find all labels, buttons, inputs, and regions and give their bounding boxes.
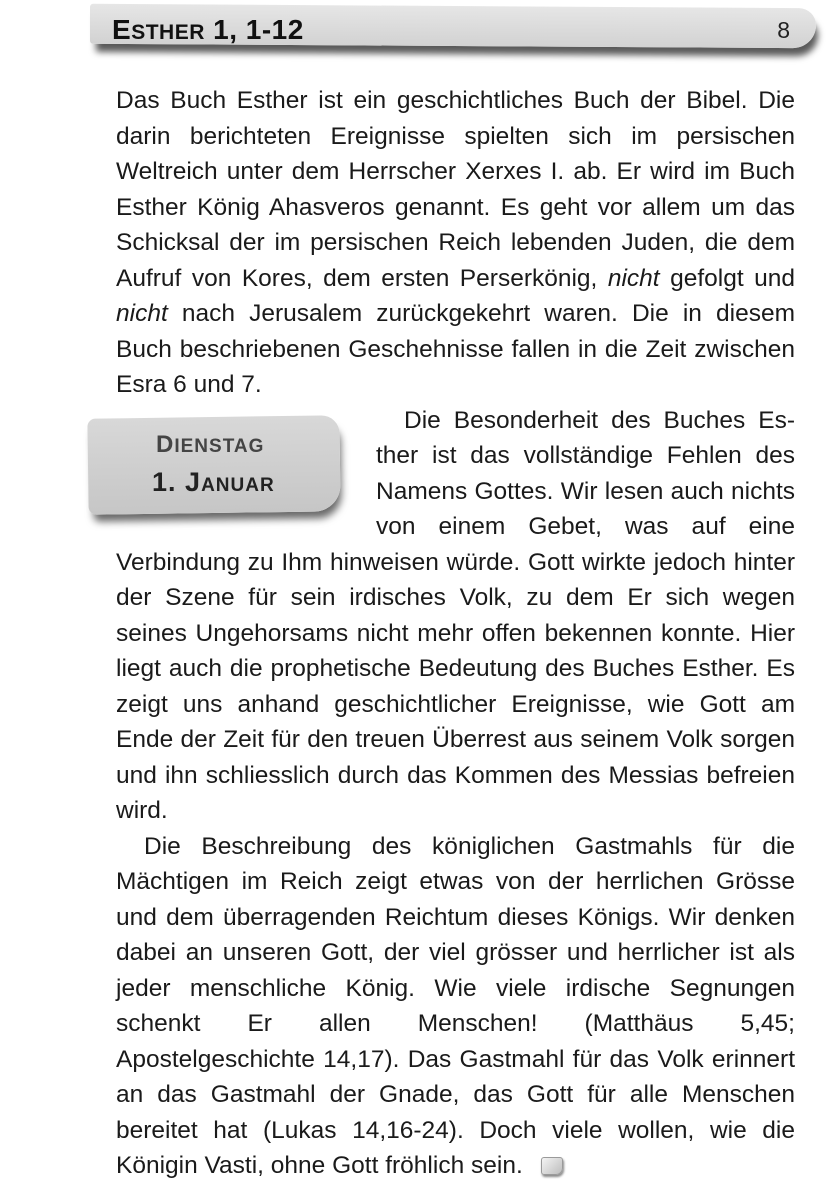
weekday-initial: D (156, 430, 175, 458)
emphasis-nicht-1: nicht (607, 264, 660, 292)
page-header (90, 6, 826, 54)
page-number: 8 (777, 17, 790, 43)
paragraph-banquet (116, 829, 795, 1184)
date-box (88, 411, 354, 527)
date-weekday (128, 427, 264, 465)
paragraph-intro-text-3: nach Jerusalem zurückgekehrt waren. Die in diesem Buch beschriebenen Geschehnisse fallen in die Zeit zwischen Esra 6 und 7. (116, 300, 795, 398)
day-number: 1. (152, 466, 186, 497)
paragraph-particularity-text: Die Besonderheit des Buches Esther ist das vollständige Fehlen des Namens Gottes. Wir lesen auch nichts von einem Gebet, was auf eine Verbindung zu Ihm hinweisen würde. Gott wirkte jedoch hinter der Szene für sein irdisches Volk, zu dem Er sich wegen seines Ungehorsams nicht mehr offen bekennen konnte. Hier liegt auch die prophetische Bedeutung des Buches Esther. Es zeigt uns anhand geschichtlicher Ereignisse, wie Gott am Ende der Zeit für den treuen Überrest aus seinem Volk sorgen und ihn schliesslich durch das Kommen des Messias befreien wird. (116, 406, 795, 824)
title-initial: E (112, 14, 132, 45)
paragraph-intro-text-1: Das Buch Esther ist ein geschichtliches Buch der Bibel. Die darin berichteten Ereignisse spielten sich im persischen Weltreich unter dem Herrscher Xerxes I. ab. Er wird im Buch Esther König Ahasveros genannt. Es geht vor allem um das Schicksal der im persischen Reich lebenden Juden, die dem Aufruf von Kores, dem ersten Perserkönig, (116, 87, 795, 292)
weekday-rest: IENSTAG (174, 435, 265, 457)
title-verses: 1, 1-12 (204, 14, 304, 45)
paragraph-intro (116, 83, 795, 403)
bible-reference-title (112, 14, 304, 46)
paragraph-banquet-text: Die Beschreibung des königlichen Gastmahls für die Mächtigen im Reich zeigt etwas von der herrlichen Grösse und dem überragenden Reichtum dieses Königs. Wir denken dabei an unseren Gott, der viel grösser und herrlicher ist als jeder menschliche König. Wie viele irdische Segnungen schenkt Er allen Menschen! (Matthäus 5,45; Apostelgeschichte 14,17). Das Gastmahl für das Volk erinnert an das Gastmahl der Gnade, das Gott für alle Menschen bereitet hat (Lukas 14,16-24). Doch viele wollen, wie die Königin Vasti, ohne Gott fröhlich sein. (116, 832, 795, 1179)
devotional-text (116, 83, 795, 1184)
month-initial: J (185, 466, 202, 497)
paragraph-intro-text-2: gefolgt und (659, 264, 795, 292)
date-day-month (124, 465, 275, 504)
end-of-reading-marker-icon (541, 1157, 563, 1175)
title-rest: STHER (131, 21, 205, 44)
month-rest: ANUAR (201, 474, 275, 496)
paragraph-particularity (116, 403, 795, 829)
emphasis-nicht-2: nicht (116, 300, 168, 327)
